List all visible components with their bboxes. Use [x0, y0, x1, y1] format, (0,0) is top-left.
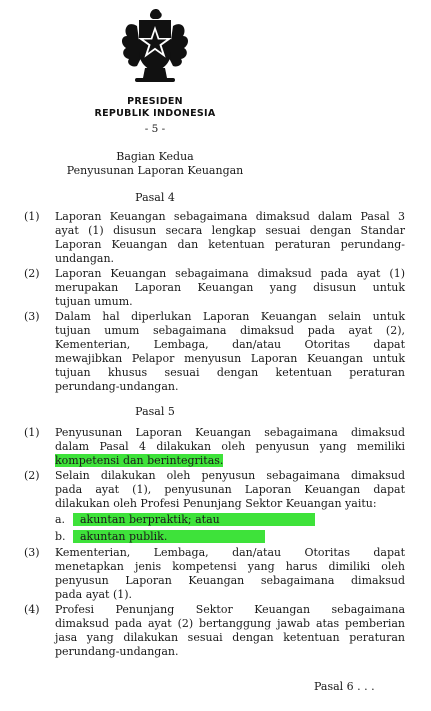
text-line: Kementerian, Lembaga, dan/atau Otoritas dapat	[55, 546, 405, 559]
pasal-4-heading: Pasal 4	[135, 191, 175, 204]
text-line: undangan.	[55, 252, 115, 265]
text-line: pada ayat (1), penyusunan Laporan Keuangan dapat	[55, 483, 405, 496]
header-republik: REPUBLIK INDONESIA	[94, 108, 216, 119]
text-line: jasa yang dilakukan sesuai dengan ketentuan peraturan	[55, 631, 405, 644]
section-subtitle: Penyusunan Laporan Keuangan	[66, 164, 244, 177]
text-line: Laporan Keuangan sebagaimana dimaksud dalam Pasal 3	[55, 210, 405, 223]
sub-item-label: a.	[55, 513, 66, 526]
text-line: pada ayat (1).	[55, 588, 133, 601]
text-line: Kementerian, Lembaga, dan/atau Otoritas dapat	[55, 338, 405, 351]
highlighted-text: kompetensi dan berintegritas.	[55, 454, 224, 467]
text-line: penyusun Laporan Keuangan sebagaimana dimaksud	[55, 574, 405, 587]
text-line: merupakan Laporan Keuangan yang disusun untuk	[55, 281, 405, 294]
text-line: Profesi Penunjang Sektor Keuangan sebagaimana	[55, 603, 405, 616]
text-line: Laporan Keuangan sebagaimana dimaksud pada ayat (1)	[55, 267, 405, 280]
text-line: perundang-undangan.	[55, 645, 179, 658]
page-number: - 5 -	[144, 123, 166, 135]
sub-item-text: akuntan publik.	[80, 530, 168, 543]
text-line: tujuan umum.	[55, 295, 133, 308]
header-presiden: PRESIDEN	[127, 96, 183, 107]
sub-item-text: akuntan berpraktik; atau	[80, 513, 220, 526]
item-number: (1)	[24, 426, 40, 439]
text-line: mewajibkan Pelapor menyusun Laporan Keuangan untuk	[55, 352, 405, 365]
text-line: Laporan Keuangan dan ketentuan peraturan perundang-	[55, 238, 405, 251]
text-line: Dalam hal diperlukan Laporan Keuangan selain untuk	[55, 310, 405, 323]
text-line: Selain dilakukan oleh penyusun sebagaimana dimaksud	[55, 469, 405, 482]
text-line: ayat (1) disusun secara lengkap sesuai dengan Standar	[55, 224, 405, 237]
text-line: dimaksud pada ayat (2) bertanggung jawab atas pemberian	[55, 617, 405, 630]
item-number: (1)	[24, 210, 40, 223]
text-line: dilakukan oleh Profesi Penunjang Sektor Keuangan yaitu:	[55, 497, 377, 510]
text-line: perundang-undangan.	[55, 380, 179, 393]
next-page-reference: Pasal 6 . . .	[314, 680, 375, 693]
item-number: (2)	[24, 469, 40, 482]
pasal-5-heading: Pasal 5	[135, 405, 175, 418]
text-line: dalam Pasal 4 dilakukan oleh penyusun yang memiliki	[55, 440, 405, 453]
item-number: (3)	[24, 310, 40, 323]
text-line: tujuan umum sebagaimana dimaksud pada ayat (2),	[55, 324, 405, 337]
item-number: (4)	[24, 603, 40, 616]
item-number: (3)	[24, 546, 40, 559]
garuda-emblem-icon	[117, 6, 193, 84]
text-line: menetapkan jenis kompetensi yang harus dimiliki oleh	[55, 560, 405, 573]
item-number: (2)	[24, 267, 40, 280]
section-title: Bagian Kedua	[116, 150, 194, 163]
sub-item-label: b.	[55, 530, 66, 543]
text-line: tujuan khusus sesuai dengan ketentuan peraturan	[55, 366, 405, 379]
text-line: Penyusunan Laporan Keuangan sebagaimana dimaksud	[55, 426, 405, 439]
